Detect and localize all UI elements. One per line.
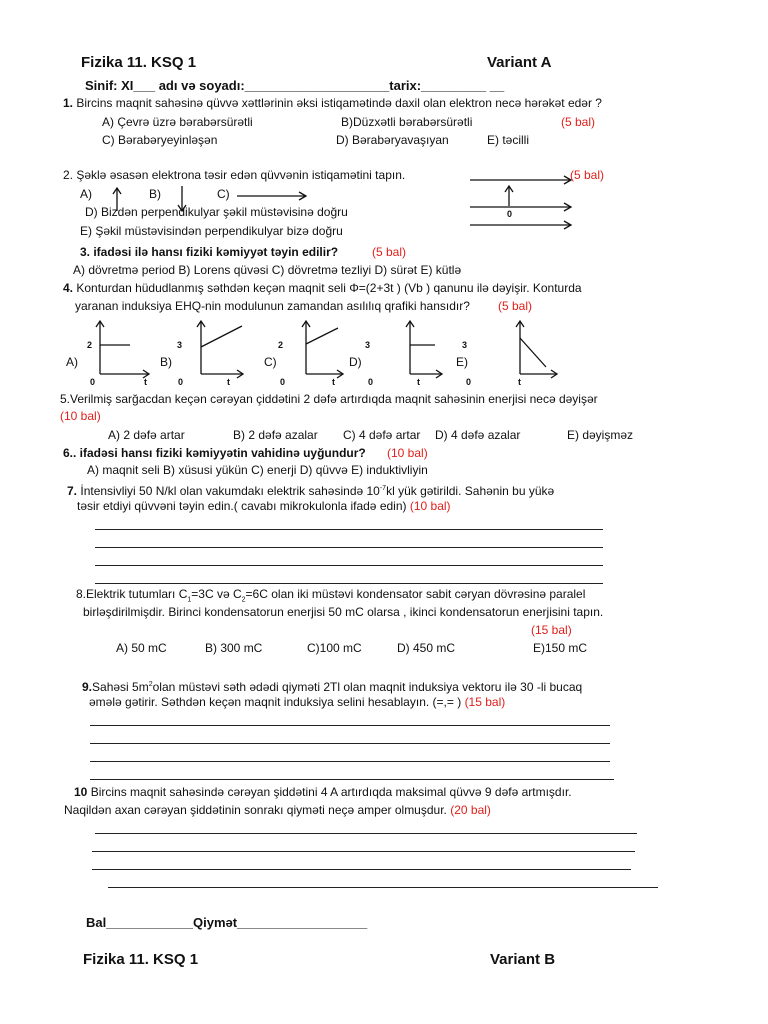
student-info-line: Sinif: XI___ adı və soyadı:____________________tarix:_________ __	[85, 78, 505, 93]
arrow-right-icon	[237, 192, 306, 200]
svg-text:3: 3	[365, 340, 371, 350]
question-2-option-d: D) Bizdən perpendikulyar şəkil müstəvisinə doğru	[85, 205, 348, 219]
svg-text:t: t	[417, 377, 420, 387]
question-8-option-e: E)150 mC	[533, 641, 588, 655]
variant-label: Variant A	[487, 54, 552, 71]
question-1-option-c: C) Bərabəryeyinləşən	[102, 133, 218, 147]
graph-label-d: D)	[349, 355, 362, 369]
electron-symbol: 0	[507, 209, 513, 219]
question-8-option-c: C)100 mC	[307, 641, 362, 655]
question-5-option-e: E) dəyişməz	[567, 428, 634, 442]
next-variant-label: Variant B	[490, 951, 556, 968]
question-3-options: A) dövretmə period B) Lorens qüvəsi C) dövretmə tezliyi D) sürət E) kütlə	[73, 263, 462, 277]
answer-line[interactable]	[95, 565, 603, 566]
answer-line[interactable]	[95, 547, 603, 548]
question-1-option-d: D) Bərabəryavaşıyan	[336, 133, 449, 147]
answer-line[interactable]	[95, 583, 603, 584]
question-10-stem: 10 Bircins maqnit sahəsində cərəyan şiddətini 4 A artırdıqda maksimal qüvvə 9 dəfə artmışdır.	[74, 785, 572, 799]
graph-label-a: A)	[66, 355, 78, 369]
question-1-points: (5 bal)	[561, 115, 596, 129]
answer-line[interactable]	[90, 725, 610, 726]
graph-e-falling-line	[520, 338, 546, 367]
graph-a	[84, 318, 154, 390]
svg-text:0: 0	[178, 377, 184, 387]
svg-text:0: 0	[280, 377, 286, 387]
svg-text:2: 2	[278, 340, 284, 350]
graph-label-c: C)	[264, 355, 277, 369]
question-10-stem-line2: Naqildən axan cərəyan şiddətinin sonrakı qiyməti neçə amper olmuşdur. (20 bal)	[64, 803, 491, 817]
question-1-option-e: E) təcilli	[487, 133, 530, 147]
question-5-option-d: D) 4 dəfə azalar	[435, 428, 521, 442]
question-8-points: (15 bal)	[531, 623, 572, 637]
question-5-option-c: C) 4 dəfə artar	[343, 428, 421, 442]
question-8-option-b: B) 300 mC	[205, 641, 263, 655]
page-title: Fizika 11. KSQ 1	[81, 54, 197, 71]
svg-text:3: 3	[177, 340, 183, 350]
question-6-stem: 6.. ifadəsi hansı fiziki kəmiyyətin vahidinə uyğundur?	[63, 446, 366, 460]
question-1-option-a: A) Çevrə üzrə bərabərsürətli	[102, 115, 253, 129]
svg-text:2: 2	[87, 340, 93, 350]
graph-label-b: B)	[160, 355, 172, 369]
question-1-option-b: B)Düzxətli bərabərsürətli	[341, 115, 473, 129]
question-6-points: (10 bal)	[387, 446, 428, 460]
svg-text:0: 0	[466, 377, 472, 387]
svg-text:t: t	[518, 377, 521, 387]
field-line-1	[470, 176, 571, 184]
question-2-label-a: A)	[80, 187, 92, 201]
next-page-title: Fizika 11. KSQ 1	[83, 951, 199, 968]
question-2-label-b: B)	[149, 187, 161, 201]
svg-text:3: 3	[462, 340, 468, 350]
question-7-stem-line2: təsir etdiyi qüvvəni təyin edin.( cavabı mikrokulonla ifadə edin) (10 bal)	[77, 499, 451, 513]
question-8-option-a: A) 50 mC	[116, 641, 167, 655]
question-5-option-a: A) 2 dəfə artar	[108, 428, 185, 442]
answer-line[interactable]	[95, 529, 603, 530]
question-5-stem: 5.Verilmiş sarğacdan keçən cərəyan çiddətini 2 dəfə artırdıqda maqnit sahəsinin enerjisi necə dəyişər	[60, 392, 598, 406]
graph-c	[276, 318, 346, 390]
answer-line[interactable]	[90, 743, 610, 744]
graph-e	[462, 318, 562, 390]
question-8-stem-line2: birləşdirilmişdir. Birinci kondensatorun enerjisi 50 mC olarsa , ikinci kondensatorun enerjisini tapın.	[83, 605, 604, 619]
question-2-option-e: E) Şəkil müstəvisindən perpendikulyar bizə doğru	[80, 224, 343, 238]
question-3-points: (5 bal)	[372, 245, 407, 259]
field-line-3	[470, 221, 571, 229]
answer-line[interactable]	[92, 851, 635, 852]
answer-line[interactable]	[108, 887, 658, 888]
graph-c-rising-line	[306, 328, 338, 344]
svg-text:t: t	[144, 377, 147, 387]
question-5-points: (10 bal)	[60, 409, 101, 423]
question-2-stem: 2. Şəklə əsasən elektrona təsir edən qüvvənin istiqamətini tapın.	[63, 168, 406, 182]
question-9-stem: 9.Sahəsi $5m^2olan$ müstəvi səth ədədi qiyməti 2Tl olan maqnit induksiya vektoru ilə 30 -li bucaq	[82, 680, 583, 694]
question-8-option-d: D) 450 mC	[397, 641, 456, 655]
question-6-options: A) maqnit seli B) xüsusi yükün C) enerji D) qüvvə E) induktivliyin	[87, 463, 428, 477]
question-4-stem: 4. Konturdan hüdudlanmış səthdən keçən maqnit seli Φ=(2+3t ) (Vb ) qanunu ilə dəyişir. Konturda	[63, 281, 582, 295]
answer-line[interactable]	[90, 761, 610, 762]
svg-text:0: 0	[368, 377, 374, 387]
answer-line[interactable]	[90, 779, 614, 780]
velocity-up-icon	[505, 186, 513, 206]
score-grade-line: Bal____________Qiymət__________________	[86, 915, 368, 930]
question-2-figure	[468, 170, 578, 230]
question-1-stem: 1. Bircins maqnit sahəsinə qüvvə xəttlərinin əksi istiqamətində daxil olan elektron necə hərəkət edər ?	[63, 96, 602, 110]
graph-b-rising-line	[201, 326, 242, 347]
graph-d	[363, 318, 443, 390]
question-7-stem: 7. İntensivliyi 50 N/kl olan vakumdakı elektrik sahəsində $10^{-7}kl$ yük gətirildi. Sahənin bu yükə	[67, 484, 555, 498]
question-9-stem-line2: əmələ gətirir. Səthdən keçən maqnit induksiya selini hesablayın. (=,= ) (15 bal)	[89, 695, 506, 709]
question-5-option-b: B) 2 dəfə azalar	[233, 428, 318, 442]
answer-line[interactable]	[95, 833, 637, 834]
answer-line[interactable]	[92, 869, 631, 870]
svg-text:t: t	[332, 377, 335, 387]
question-4-stem-line2: yaranan induksiya EHQ-nin modulunun zamandan asılılıq qrafiki hansıdır?	[75, 299, 470, 313]
graph-b	[174, 318, 244, 390]
svg-text:0: 0	[90, 377, 96, 387]
question-8-stem: 8.Elektrik tutumları $C_1=3C$ və $C_2=6C$ olan iki müstəvi kondensator sabit cəryan dövrəsinə paralel	[76, 587, 586, 604]
graph-label-e: E)	[456, 355, 468, 369]
question-2-label-c: C)	[217, 187, 230, 201]
question-2-points: (5 bal)	[570, 168, 605, 182]
question-3-stem: 3. ifadəsi ilə hansı fiziki kəmiyyət təyin edilir?	[80, 245, 339, 259]
svg-text:t: t	[227, 377, 230, 387]
question-4-points: (5 bal)	[498, 299, 533, 313]
field-line-2	[470, 203, 571, 211]
